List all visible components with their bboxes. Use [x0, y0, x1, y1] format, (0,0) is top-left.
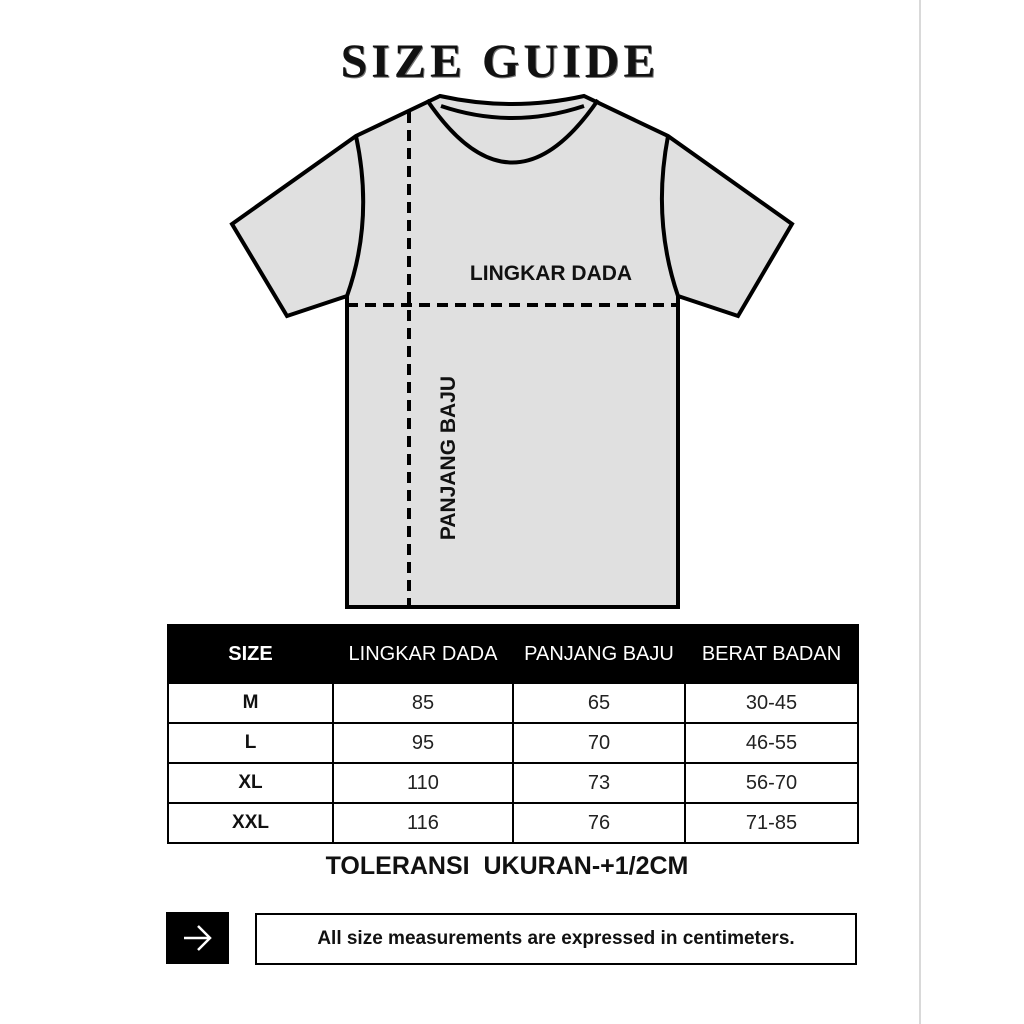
table-row [168, 683, 858, 723]
tolerance-text: TOLERANSI UKURAN-+1/2CM [325, 852, 689, 880]
weight-cell: 56-70 [685, 763, 858, 803]
length-label: PANJANG BAJU [437, 375, 460, 541]
chest-label: LINGKAR DADA [469, 262, 633, 285]
measurement-note-text: All size measurements are expressed in centimeters. [317, 928, 795, 949]
header-chest: LINGKAR DADA [333, 625, 513, 683]
length-cell: 70 [513, 723, 685, 763]
weight-cell: 71-85 [685, 803, 858, 843]
chest-cell: 110 [333, 763, 513, 803]
length-cell: 76 [513, 803, 685, 843]
size-cell: L [168, 723, 333, 763]
page-title: SIZE GUIDE [340, 35, 660, 88]
tshirt-outline [232, 96, 792, 607]
arrow-badge [166, 912, 229, 964]
table-row [168, 723, 858, 763]
table-header-row [168, 625, 858, 683]
table-row [168, 803, 858, 843]
header-weight: BERAT BADAN [685, 625, 858, 683]
chest-cell: 116 [333, 803, 513, 843]
size-table [167, 624, 859, 844]
length-cell: 65 [513, 683, 685, 723]
size-cell: XL [168, 763, 333, 803]
measurement-note [255, 913, 857, 965]
header-size: SIZE [168, 625, 333, 683]
size-cell: M [168, 683, 333, 723]
header-length: PANJANG BAJU [513, 625, 685, 683]
weight-cell: 46-55 [685, 723, 858, 763]
weight-cell: 30-45 [685, 683, 858, 723]
chest-cell: 95 [333, 723, 513, 763]
size-cell: XXL [168, 803, 333, 843]
arrow-right-icon [181, 923, 215, 953]
chest-cell: 85 [333, 683, 513, 723]
table-row [168, 763, 858, 803]
length-cell: 73 [513, 763, 685, 803]
